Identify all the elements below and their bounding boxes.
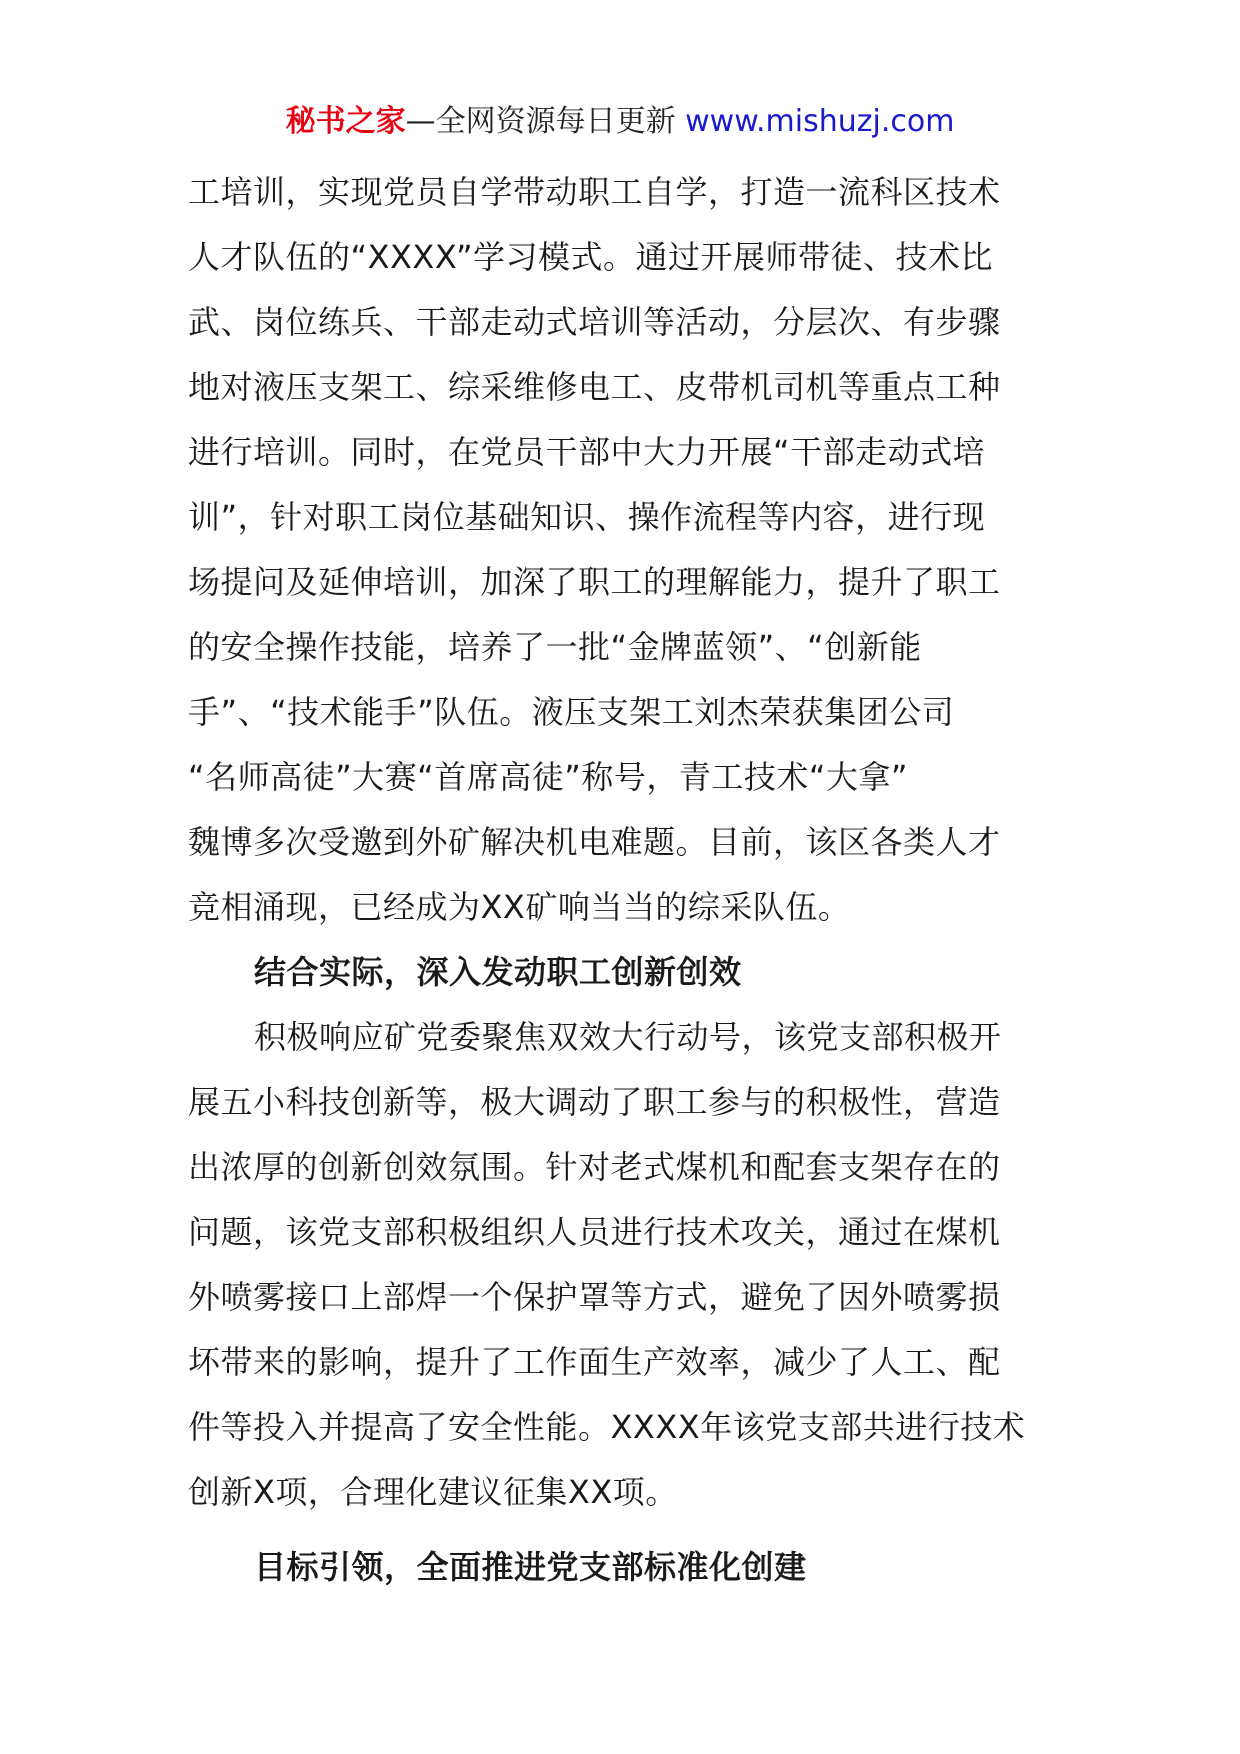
header-tagline: —全网资源每日更新 — [405, 104, 686, 139]
text-line: 场提问及延伸培训，加深了职工的理解能力，提升了职工 — [188, 563, 1001, 601]
text-line: 问题，该党支部积极组织人员进行技术攻关，通过在煤机 — [188, 1213, 1001, 1251]
text-line: 坏带来的影响，提升了工作面生产效率，减少了人工、配 — [188, 1343, 1001, 1381]
section-heading-standardization: 目标引领，全面推进党支部标准化创建 — [254, 1548, 807, 1586]
text-line: 手”、“技术能手”队伍。液压支架工刘杰荣获集团公司 — [188, 693, 955, 731]
text-line: 地对液压支架工、综采维修电工、皮带机司机等重点工种 — [188, 368, 1001, 406]
text-line: 创新X项，合理化建议征集XX项。 — [188, 1473, 678, 1511]
site-url-link[interactable]: www.mishuzj.com — [685, 104, 955, 139]
text-line: 的安全操作技能，培养了一批“金牌蓝领”、“创新能 — [188, 628, 922, 666]
text-line: 竞相涌现，已经成为XX矿响当当的综采队伍。 — [188, 888, 851, 926]
site-header — [0, 100, 1240, 144]
text-line: 出浓厚的创新创效氛围。针对老式煤机和配套支架存在的 — [188, 1148, 1001, 1186]
text-line: 外喷雾接口上部焊一个保护罩等方式，避免了因外喷雾损 — [188, 1278, 1001, 1316]
text-line: 展五小科技创新等，极大调动了职工参与的积极性，营造 — [188, 1083, 1001, 1121]
text-line: 武、岗位练兵、干部走动式培训等活动，分层次、有步骤 — [188, 303, 1001, 341]
text-line: “名师高徒”大赛“首席高徒”称号，青工技术“大拿” — [188, 758, 908, 796]
brand-name: 秘书之家 — [285, 104, 406, 139]
document-body — [188, 160, 1068, 1600]
text-line: 魏博多次受邀到外矿解决机电难题。目前，该区各类人才 — [188, 823, 1001, 861]
paragraph-innovation — [188, 1005, 1068, 1525]
text-line: 件等投入并提高了安全性能。XXXX年该党支部共进行技术 — [188, 1408, 1026, 1446]
text-line: 人才队伍的“XXXX”学习模式。通过开展师带徒、技术比 — [188, 238, 994, 276]
text-line: 进行培训。同时，在党员干部中大力开展“干部走动式培 — [188, 433, 986, 471]
text-line: 训”，针对职工岗位基础知识、操作流程等内容，进行现 — [188, 498, 986, 536]
text-line: 工培训，实现党员自学带动职工自学，打造一流科区技术 — [188, 173, 1001, 211]
text-line: 积极响应矿党委聚焦双效大行动号，该党支部积极开 — [254, 1018, 1002, 1056]
section-heading-innovation: 结合实际，深入发动职工创新创效 — [254, 953, 742, 991]
paragraph-training — [188, 160, 1068, 940]
spacer — [188, 1525, 1068, 1535]
